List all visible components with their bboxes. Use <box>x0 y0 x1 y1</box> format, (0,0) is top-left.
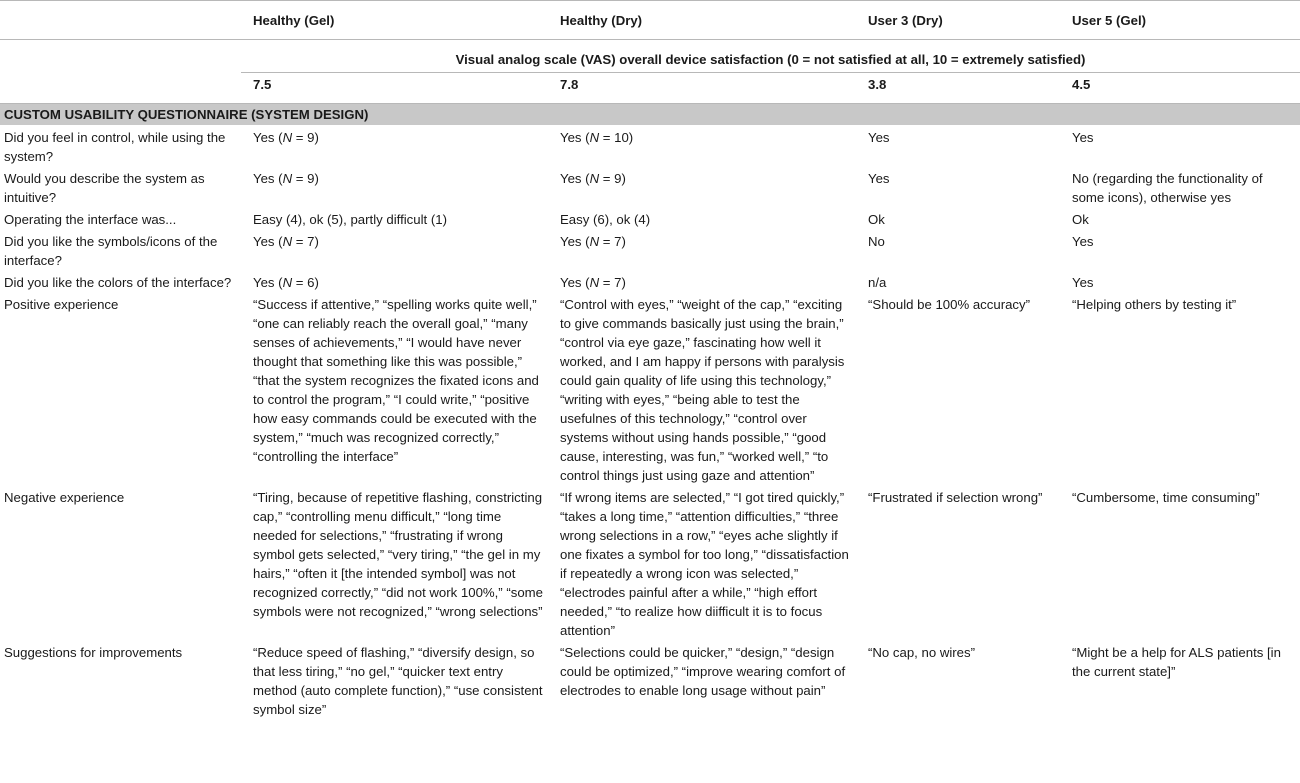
answer-cell: Ok <box>1072 212 1089 227</box>
vas-title-row <box>0 40 1300 73</box>
table-row <box>0 485 1300 640</box>
header-empty <box>0 1 241 40</box>
answer-cell: “Reduce speed of flashing,” “diversify design, so that less tiring,” “no gel,” “quicker text entry method (auto complete function),” “use consistent symbol size” <box>253 645 543 717</box>
answer-cell <box>241 270 548 292</box>
question-cell: Would you describe the system as intuitive? <box>4 171 205 205</box>
answer-text: Yes (N = 7) <box>560 275 626 290</box>
answer-text: Yes (N = 6) <box>253 275 319 290</box>
vas-values-row <box>0 73 1300 104</box>
answer-cell: Yes <box>1072 130 1094 145</box>
answer-text: Yes (N = 7) <box>560 234 626 249</box>
table-row <box>0 229 1300 270</box>
header-healthy-gel: Healthy (Gel) <box>241 1 548 40</box>
answer-cell: “Success if attentive,” “spelling works quite well,” “one can reliably reach the overall goal,” “many senses of achievements,” “I would have never thought that something like this was possible,” “that the system recognizes the fixated icons and to control the program,” “I could write,” “positive how easy commands could be executed with the system,” “much was recognized correctly,” “controlling the interface” <box>253 297 539 464</box>
answer-cell: “Helping others by testing it” <box>1072 297 1237 312</box>
header-row <box>0 1 1300 40</box>
question-cell: Did you feel in control, while using the system? <box>4 130 226 164</box>
answer-cell: No <box>868 234 885 249</box>
answer-text: Yes (N = 9) <box>560 171 626 186</box>
answer-cell: Yes <box>868 171 890 186</box>
answer-cell: Yes <box>1072 275 1094 290</box>
header-healthy-dry: Healthy (Dry) <box>548 1 856 40</box>
header-user5-gel: User 5 (Gel) <box>1060 1 1300 40</box>
answer-cell: No (regarding the functionality of some icons), otherwise yes <box>1072 171 1263 205</box>
section-title: CUSTOM USABILITY QUESTIONNAIRE (SYSTEM DESIGN) <box>0 104 1300 126</box>
vas-title-spacer <box>0 40 241 73</box>
answer-cell: “Selections could be quicker,” “design,” “design could be optimized,” “improve wearing comfort of electrodes to enable long usage without pain” <box>560 645 846 698</box>
question-cell: Positive experience <box>4 297 119 312</box>
answer-cell <box>241 125 548 166</box>
answer-cell <box>548 166 856 207</box>
question-cell: Did you like the colors of the interface? <box>4 275 232 290</box>
table-row <box>0 292 1300 485</box>
answer-cell: Yes <box>868 130 890 145</box>
answer-cell: “Should be 100% accuracy” <box>868 297 1031 312</box>
table-row <box>0 640 1300 719</box>
header-user3-dry: User 3 (Dry) <box>856 1 1060 40</box>
vas-value: 3.8 <box>868 77 887 92</box>
vas-value: 7.5 <box>253 77 272 92</box>
table-row <box>0 207 1300 229</box>
answer-cell: Easy (4), ok (5), partly difficult (1) <box>253 212 447 227</box>
vas-value: 7.8 <box>560 77 579 92</box>
answer-cell <box>548 270 856 292</box>
table-row <box>0 270 1300 292</box>
answer-cell: “If wrong items are selected,” “I got tired quickly,” “takes a long time,” “attention difficulties,” “three wrong selections in a row,” “eyes ache slightly if one fixates a symbol for too long,” “dissatisfaction if repeatedly a wrong icon was selected,” “electrodes painful after a while,” “high effort needed,” “to realize how diifficult it is to focus attention” <box>560 490 849 638</box>
question-cell: Did you like the symbols/icons of the interface? <box>4 234 218 268</box>
question-cell: Negative experience <box>4 490 125 505</box>
answer-cell: Yes <box>1072 234 1094 249</box>
answer-cell: “Tiring, because of repetitive flashing, constricting cap,” “controlling menu difficult,” “long time needed for selections,” “frustrating if wrong symbol gets selected,” “very tiring,” “the gel in my hairs,” “often it [the intended symbol] was not recognized correctly,” “did not work 100%,” “some symbols were not recognized,” “wrong selections” <box>253 490 543 619</box>
vas-values-spacer <box>0 73 241 104</box>
vas-value: 4.5 <box>1072 77 1091 92</box>
answer-cell <box>548 125 856 166</box>
question-cell: Operating the interface was... <box>4 212 177 227</box>
answer-cell: n/a <box>868 275 887 290</box>
table-row <box>0 125 1300 166</box>
section-header-row <box>0 104 1300 126</box>
answer-cell: Ok <box>868 212 885 227</box>
answer-text: Yes (N = 9) <box>253 130 319 145</box>
answer-cell: “No cap, no wires” <box>868 645 976 660</box>
question-cell: Suggestions for improvements <box>4 645 183 660</box>
answer-text: Yes (N = 10) <box>560 130 634 145</box>
vas-title: Visual analog scale (VAS) overall device satisfaction (0 = not satisfied at all, 10 = extremely satisfied) <box>241 40 1300 73</box>
answer-cell: “Cumbersome, time consuming” <box>1072 490 1260 505</box>
answer-text: Yes (N = 7) <box>253 234 319 249</box>
answer-text: Yes (N = 9) <box>253 171 319 186</box>
answer-cell: “Control with eyes,” “weight of the cap,” “exciting to give commands basically just using the brain,” “control via eye gaze,” fascinating how well it worked, and I am happy if persons with paralysis could gain quality of life using this technology,” “writing with eyes,” “being able to test the usefulnes of this technology,” “control over systems without using hands possible,” “good cause, interesting, was fun,” “worked well,” “to control things just using gaze and attention” <box>560 297 845 483</box>
answer-cell: Easy (6), ok (4) <box>560 212 651 227</box>
answer-cell: “Might be a help for ALS patients [in the current state]” <box>1072 645 1281 679</box>
answer-cell <box>241 166 548 207</box>
answer-cell <box>241 229 548 270</box>
answer-cell <box>548 229 856 270</box>
answer-cell: “Frustrated if selection wrong” <box>868 490 1043 505</box>
table-row <box>0 166 1300 207</box>
